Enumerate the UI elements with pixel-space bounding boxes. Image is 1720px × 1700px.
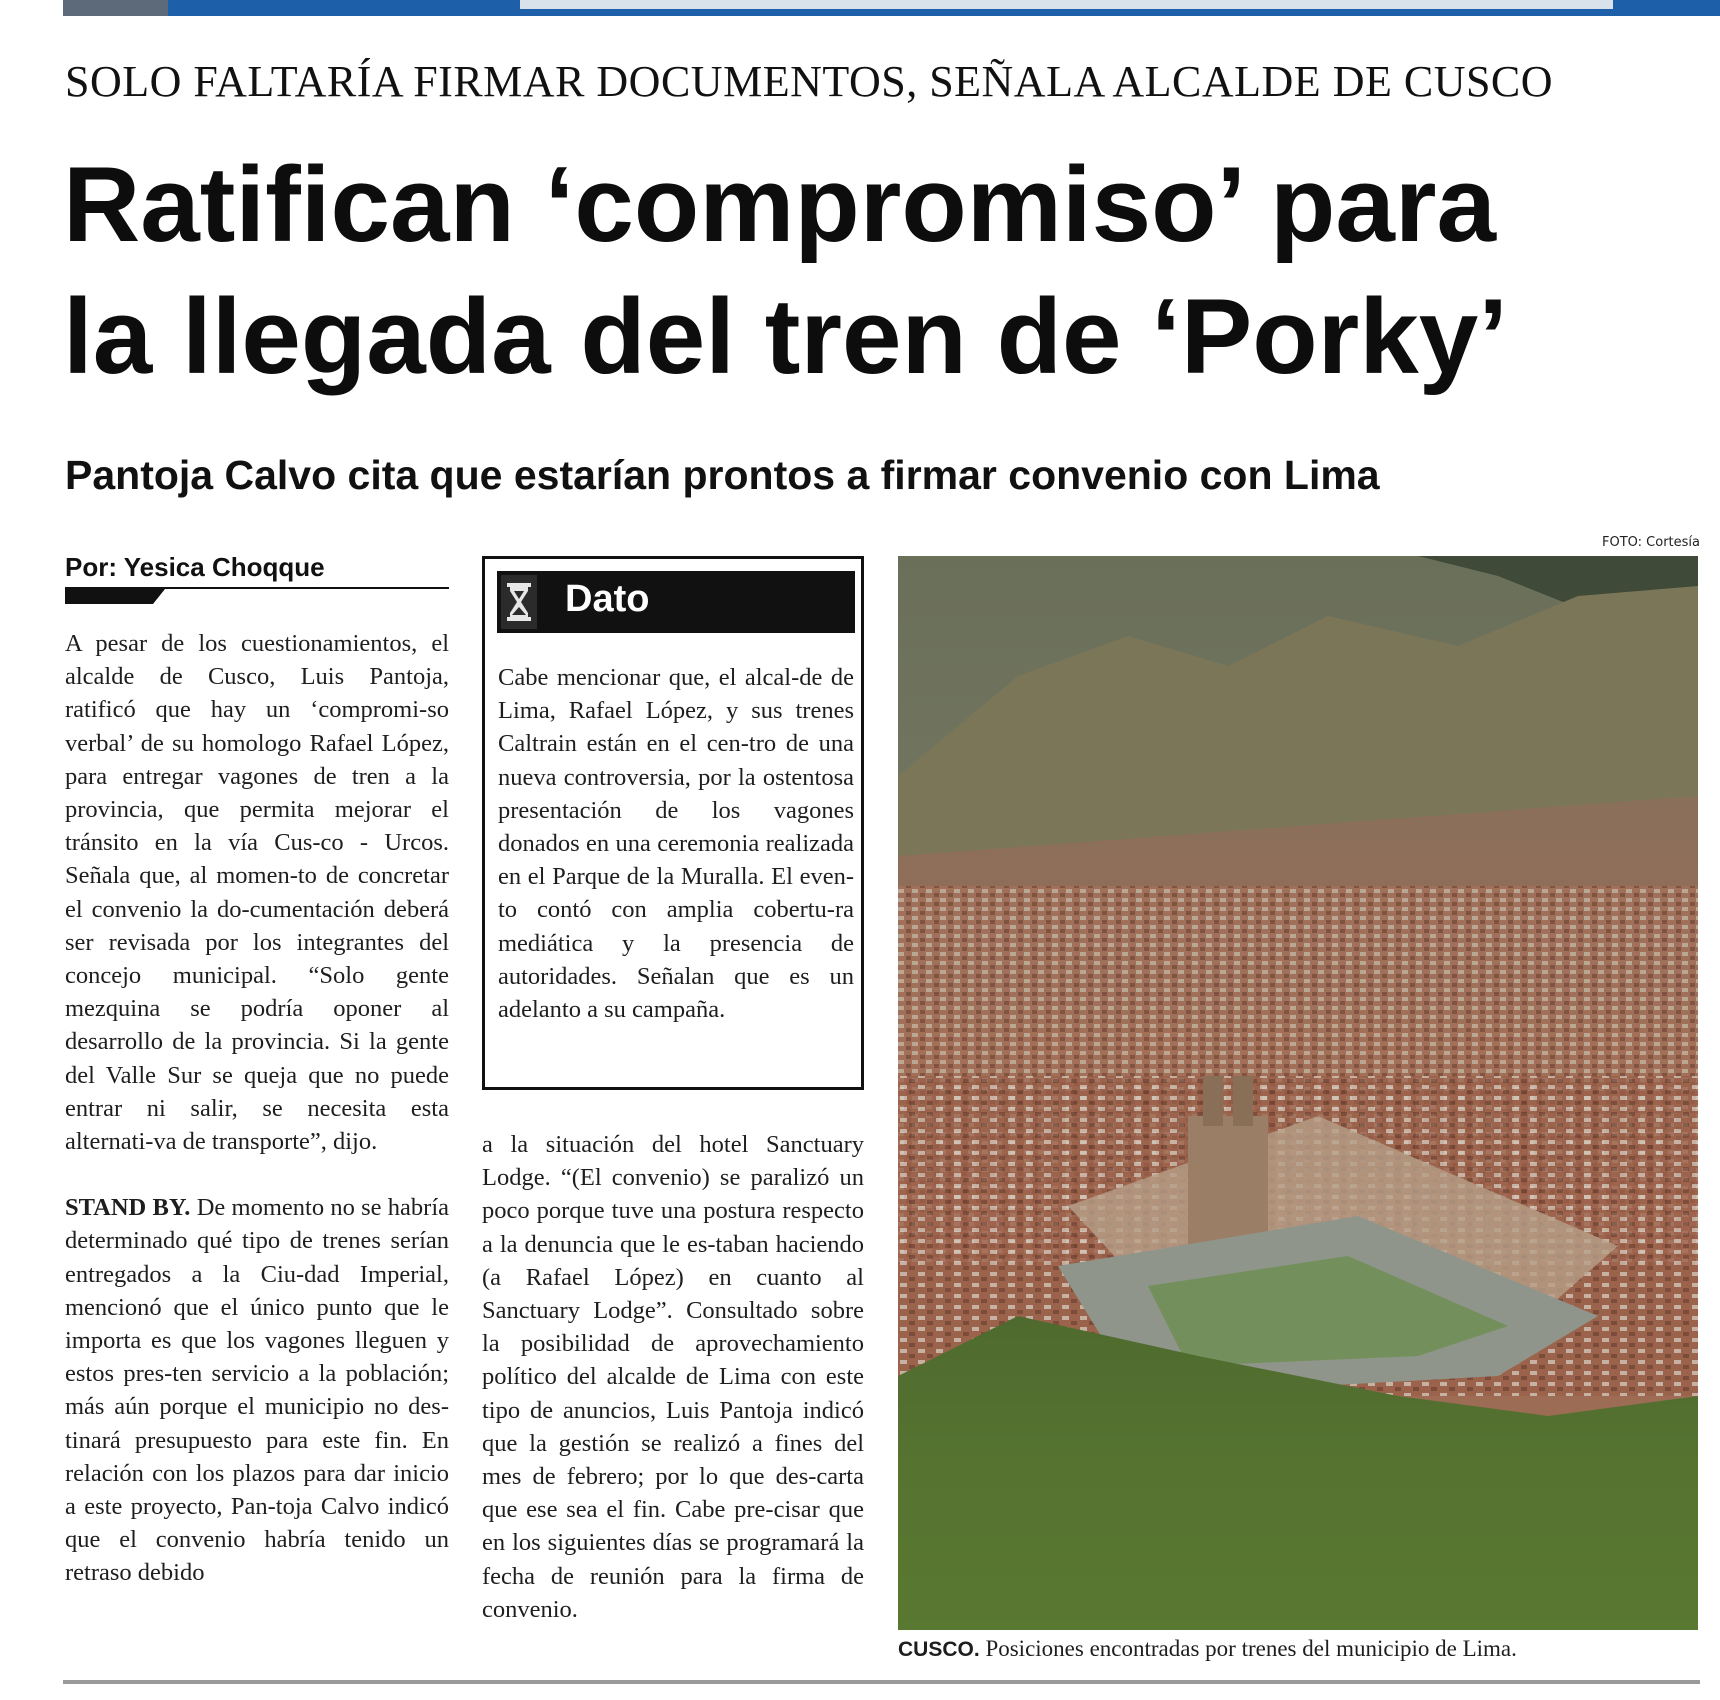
paragraph-3: a la situación del hotel Sanctuary Lodge. “(El convenio) se paralizó un poco porque tuve una postura respecto a la denuncia que le es-taban haciendo (a Rafael López) en cuanto al Sanctuary Lodge”. Consultado sobre la posibilidad de aprovechamiento político del alcalde de Lima con este tipo de anuncios, Luis Pantoja indicó que la gestión se realizó a fines del mes de febrero; por lo que des-carta que ese sea el fin. Cabe pre-cisar que en los siguientes días se programará la fecha de reunión para la firma de convenio. [482, 1131, 864, 1623]
hourglass-icon [501, 575, 537, 629]
headline-line-1: Ratifican ‘compromiso’ para [63, 144, 1497, 264]
bottom-rule [63, 1680, 1700, 1684]
photo-credit: FOTO: Cortesía [1602, 535, 1700, 550]
article-column-2 [482, 1128, 864, 1626]
photo-caption [898, 1636, 1708, 1662]
headline-line-2: la llegada del tren de ‘Porky’ [63, 276, 1509, 396]
subheadline: Pantoja Calvo cita que estarían prontos a firmar convenio con Lima [65, 452, 1380, 498]
paragraph-2-body: De momento no se habría determinado qué tipo de trenes serían entregados a la Ciu-dad Imperial, mencionó que el único punto que le importa es que los vagones lleguen y estos pres-ten servicio a la población; más aún porque el municipio no des-tinará presupuesto para este fin. En relación con los plazos para dar inicio a este proyecto, Pan-toja Calvo indicó que el convenio habría tenido un retraso debido [65, 1194, 450, 1587]
byline: Por: Yesica Choqque [65, 552, 325, 582]
dato-header [497, 571, 855, 633]
paragraph-2-lead: STAND BY. [65, 1194, 191, 1222]
caption-lead: CUSCO. [898, 1638, 980, 1661]
top-bar-accent [63, 0, 168, 16]
dato-text: Cabe mencionar que, el alcal-de de Lima, Rafael López, y sus trenes Caltrain están en el cen-tro de una nueva controversia, por la ostentosa presentación de los vagones donados en una ceremonia realizada en el Parque de la Muralla. El even-to contó con amplia cobertu-ra mediática y la presencia de autoridades. Señalan que es un adelanto a su campaña. [498, 664, 854, 1024]
dato-title: Dato [565, 578, 650, 620]
caption-text: Posiciones encontradas por trenes del municipio de Lima. [985, 1636, 1517, 1661]
paragraph-1: A pesar de los cuestionamientos, el alcalde de Cusco, Luis Pantoja, ratificó que hay un ‘compromi-so verbal’ de su homologo Rafael López, para entregar vagones de tren a la provincia, que permita mejorar el tránsito en la vía Cus-co - Urcos. Señala que, al momen-to de concretar el convenio la do-cumentación deberá ser revisada por los integrantes del concejo municipal. “Solo gente mezquina se podría oponer al desarrollo de la provincia. Si la gente del Valle Sur se queja que no puede entrar ni salir, se necesita esta alternati-va de transporte”, dijo. [65, 630, 449, 1156]
top-bar-highlight [520, 0, 1613, 9]
headline [63, 138, 1703, 402]
byline-rule [65, 587, 449, 589]
cusco-city-photo [898, 556, 1698, 1630]
dato-box [482, 556, 864, 1090]
byline-tab [65, 589, 165, 604]
kicker: SOLO FALTARÍA FIRMAR DOCUMENTOS, SEÑALA ALCALDE DE CUSCO [65, 57, 1554, 106]
article-column-1 [65, 627, 449, 1590]
paragraph-2 [65, 1191, 449, 1589]
